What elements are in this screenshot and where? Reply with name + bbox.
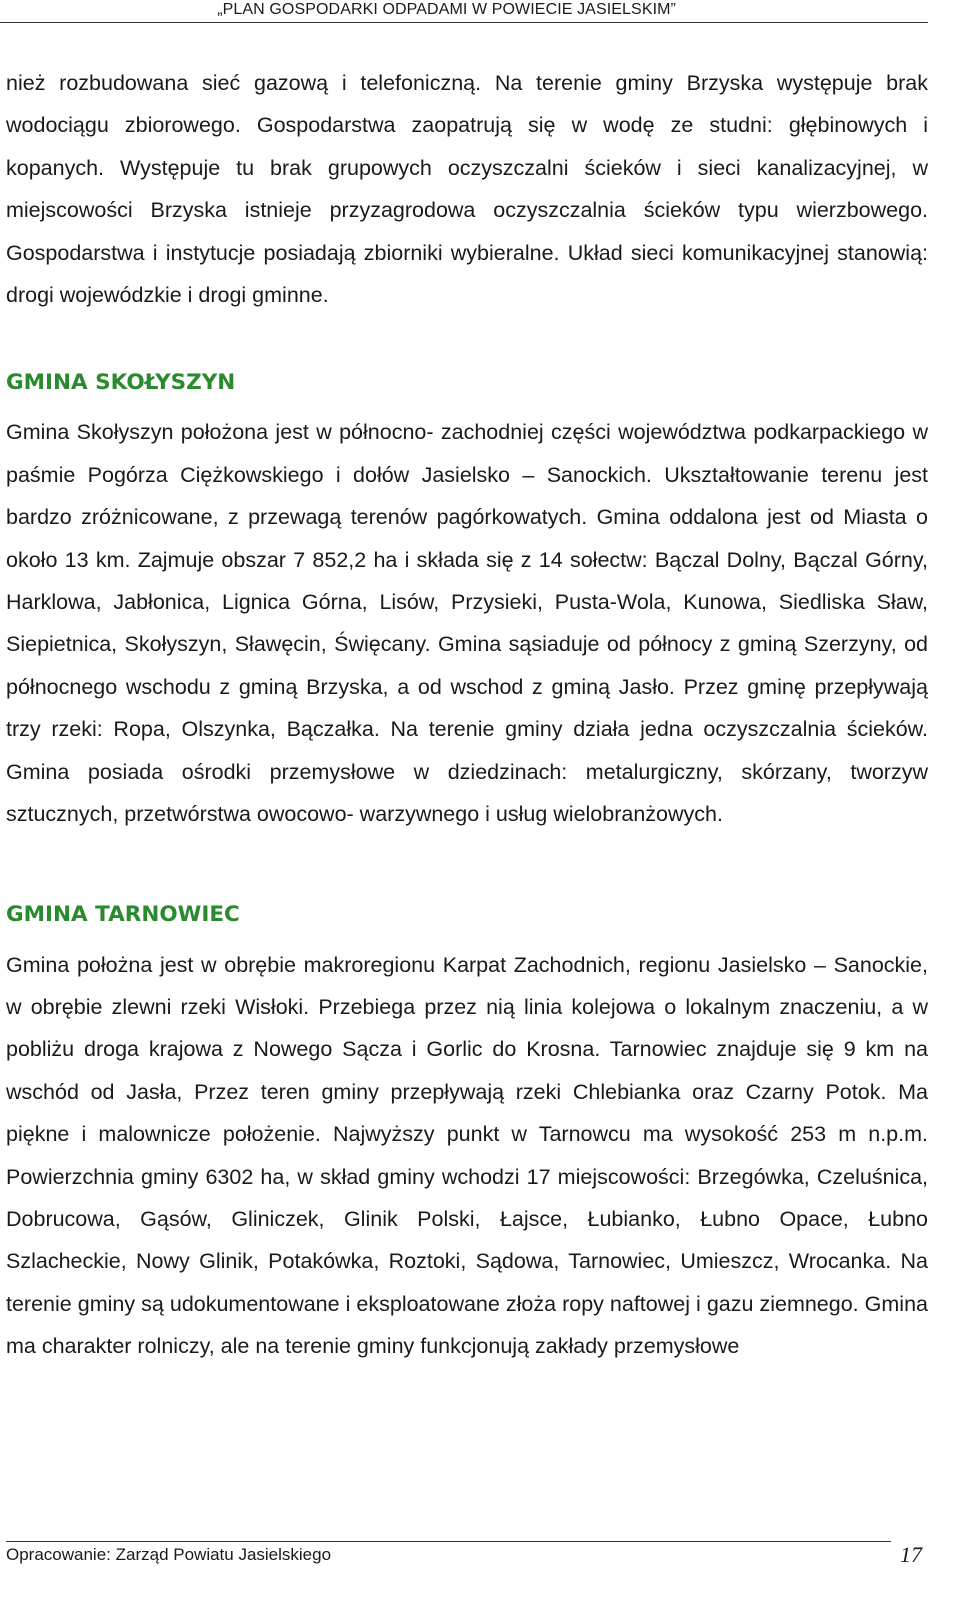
footer-prepared-by: Opracowanie: Zarząd Powiatu Jasielskiego	[6, 1545, 332, 1564]
page-header	[0, 0, 928, 23]
page-number: 17	[900, 1542, 922, 1567]
intro-paragraph: nież rozbudowana sieć gazową i telefoniczną. Na terenie gminy Brzyska występuje brak wodociągu zbiorowego. Gospodarstwa zaopatrują się w wodę ze studni: głębinowych i kopanych. Występuje tu brak grupowych oczyszczalni ścieków i sieci kanalizacyjnej, w miejscowości Brzyska istnieje przyzagrodowa oczyszczalnia ścieków typu wierzbowego. Gospodarstwa i instytucje posiadają zbiorniki wybieralne. Układ sieci komunikacyjnej stanowią: drogi wojewódzkie i drogi gminne.	[6, 71, 928, 308]
document-title: „PLAN GOSPODARKI ODPADAMI W POWIECIE JASIELSKIM”	[217, 1, 676, 18]
section-heading-tarnowiec: GMINA TARNOWIEC	[6, 901, 240, 927]
section-paragraph-skolyszyn: Gmina Skołyszyn położona jest w północno- zachodniej części województwa podkarpackiego w paśmie Pogórza Ciężkowskiego i dołów Jasielsko – Sanockich. Ukształtowanie terenu jest bardzo zróżnicowane, z przewagą terenów pagórkowatych. Gmina oddalona jest od Miasta o około 13 km. Zajmuje obszar 7 852,2 ha i składa się z 14 sołectw: Bączal Dolny, Bączal Górny, Harklowa, Jabłonica, Lignica Górna, Lisów, Przysieki, Pusta-Wola, Kunowa, Siedliska Sław, Siepietnica, Skołyszyn, Sławęcin, Święcany. Gmina sąsiaduje od północy z gminą Szerzyny, od północnego wschodu z gminą Brzyska, a od wschod z gminą Jasło. Przez gminę przepływają trzy rzeki: Ropa, Olszynka, Bączałka. Na terenie gminy działa jedna oczyszczalnia ścieków. Gmina posiada ośrodki przemysłowe w dziedzinach: metalurgiczny, skórzany, tworzyw sztucznych, przetwórstwa owocowo- warzywnego i usług wielobranżowych.	[6, 420, 928, 827]
page-body	[6, 62, 928, 1368]
footer-divider	[6, 1541, 891, 1542]
section-paragraph-tarnowiec: Gmina położna jest w obrębie makroregionu Karpat Zachodnich, regionu Jasielsko – Sanockie, w obrębie zlewni rzeki Wisłoki. Przebiega przez nią linia kolejowa o lokalnym znaczeniu, a w pobliżu droga krajowa z Nowego Sącza i Gorlic do Krosna. Tarnowiec znajduje się 9 km na wschód od Jasła, Przez teren gminy przepływają rzeki Chlebianka oraz Czarny Potok. Ma piękne i malownicze położenie. Najwyższy punkt w Tarnowcu ma wysokość 253 m n.p.m. Powierzchnia gminy 6302 ha, w skład gminy wchodzi 17 miejscowości: Brzegówka, Czeluśnica, Dobrucowa, Gąsów, Gliniczek, Glinik Polski, Łajsce, Łubianko, Łubno Opace, Łubno Szlacheckie, Nowy Glinik, Potakówka, Roztoki, Sądowa, Tarnowiec, Umieszcz, Wrocanka. Na terenie gminy są udokumentowane i eksploatowane złoża ropy naftowej i gazu ziemnego. Gmina ma charakter rolniczy, ale na terenie gminy funkcjonują zakłady przemysłowe	[6, 952, 928, 1359]
section-heading-skolyszyn: GMINA SKOŁYSZYN	[6, 370, 236, 396]
